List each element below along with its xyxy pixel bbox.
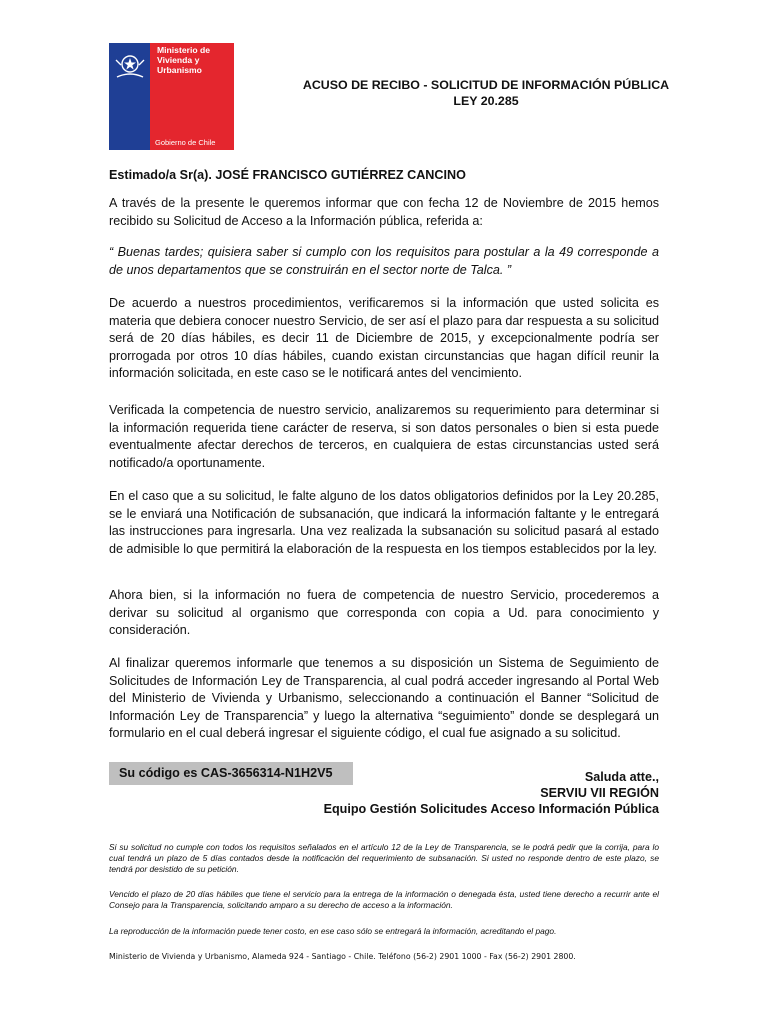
competence-paragraph: Verificada la competencia de nuestro servicio, analizaremos su requerimiento para determinar si la información requerida tiene carácter de reserva, si son datos personales o bien si esta puede eventualmente afectar derechos de terceros, en cualquiera de estas circunstancias usted será notificado/a oportunamente. — [109, 403, 659, 470]
tracking-paragraph: Al finalizar queremos informarle que tenemos a su disposición un Sistema de Seguimiento de Solicitudes de Información Ley de Transparencia, al cual podrá acceder ingresando al Portal Web del Ministerio de Vivienda y Urbanismo, seleccionando a continuación el Banner “Solicitud de Información Ley de Transparencia” y luego la alternativa “seguimiento” donde se desplegará un formulario en el cual deberá ingresar el siguiente código, el cual fue asignado a su solicitud. — [109, 656, 659, 740]
note-appeal: Vencido el plazo de 20 días hábiles que tiene el servicio para la entrega de la información o denegada ésta, usted tiene derecho a recurrir ante el Consejo para la Transparencia, solicitando amparo a su derecho de acceso a la información. — [109, 889, 659, 910]
amendment-paragraph: En el caso que a su solicitud, le falte alguno de los datos obligatorios definidos por la Ley 20.285, se le enviará una Notificación de subsanación, que indicará la información faltante y le entregará las instrucciones para ingresarla. Una vez realizada la subsanación su solicitud pasará al estado de admisible lo que permitirá la elaboración de la respuesta en los tiempos establecidos por la ley. — [109, 489, 659, 556]
logo-ministry-name: Ministerio de Vivienda y Urbanismo — [157, 45, 211, 75]
footer-address: Ministerio de Vivienda y Urbanismo, Alameda 924 - Santiago - Chile. Teléfono (56-2) 2901 1000 - Fax (56-2) 2901 2800. — [109, 952, 576, 961]
greeting: Estimado/a Sr(a). JOSÉ FRANCISCO GUTIÉRREZ CANCINO — [109, 168, 466, 182]
referral-paragraph: Ahora bien, si la información no fuera de competencia de nuestro Servicio, procederemos a derivar su solicitud al organismo que corresponda con copia a Ud. para conocimiento y consideración. — [109, 588, 659, 637]
intro-paragraph: A través de la presente le queremos informar que con fecha 12 de Noviembre de 2015 hemos recibido su Solicitud de Acceso a la Información pública, referida a: — [109, 196, 659, 228]
note-amendment: Si su solicitud no cumple con todos los requisitos señalados en el artículo 12 de la Ley de Transparencia, se le podrá pedir que la corrija, para lo cual tendrá un plazo de 5 días contados desde la notificación del requerimiento de subsanación. Si usted no responde dentro de este plazo, se tendrá por desistido de su petición. — [109, 842, 659, 874]
tracking-code: Su código es CAS-3656314-N1H2V5 — [119, 766, 333, 780]
signature-closing: Saluda atte., — [584, 770, 659, 784]
logo-government-label: Gobierno de Chile — [155, 138, 216, 147]
request-quote: “ Buenas tardes; quisiera saber si cumplo con los requisitos para postular a la 49 corresponde a de unos departamentos que se construirán en el sector norte de Talca. ” — [109, 245, 659, 277]
procedure-paragraph: De acuerdo a nuestros procedimientos, verificaremos si la información que usted solicita es materia que debiera conocer nuestro Servicio, de ser así el plazo para dar respuesta a su solicitud será de 20 días hábiles, es decir 11 de Diciembre de 2015, y excepcionalmente podría ser prorrogada por otros 10 días hábiles, cuando existan circunstancias que hagan difícil reunir la información solicitada, en este caso se le notificará antes del vencimiento. — [109, 296, 659, 380]
note-cost: La reproducción de la información puede tener costo, en ese caso sólo se entregará la información, acreditando el pago. — [109, 926, 557, 936]
signature-office: SERVIU VII REGIÓN — [540, 786, 659, 800]
chile-coat-of-arms-icon — [112, 51, 148, 83]
logo-blue-band — [109, 43, 150, 150]
ministry-logo — [109, 43, 234, 150]
signature-team: Equipo Gestión Solicitudes Acceso Información Pública — [323, 802, 659, 816]
document-law-reference: LEY 20.285 — [453, 94, 519, 108]
document-title: ACUSO DE RECIBO - SOLICITUD DE INFORMACIÓN PÚBLICA — [302, 78, 670, 92]
tracking-code-box — [109, 762, 353, 785]
